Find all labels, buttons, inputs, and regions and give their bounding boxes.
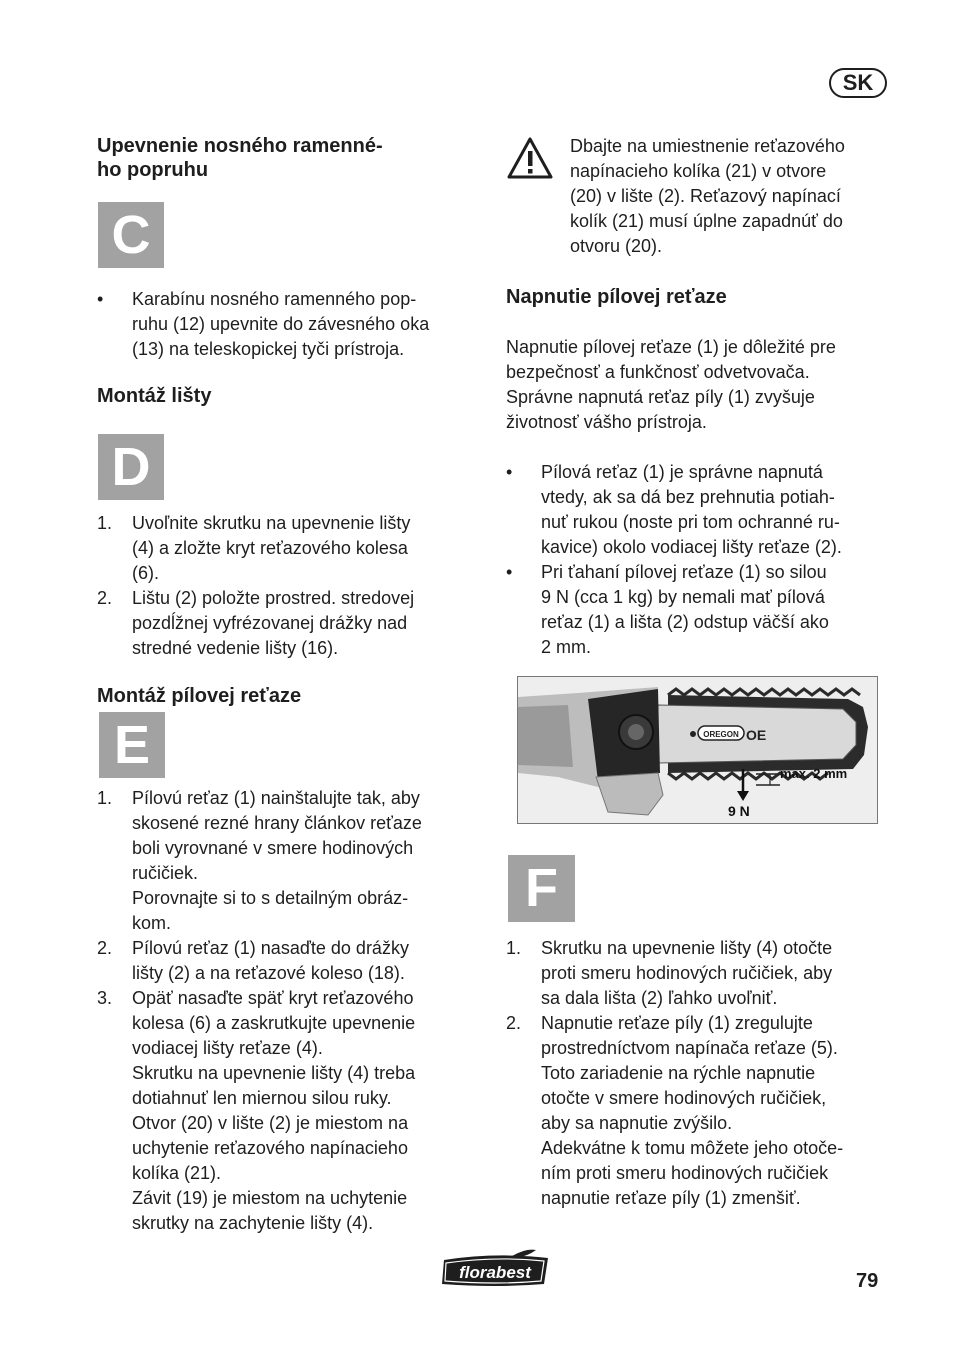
step-number: 2. xyxy=(97,938,113,958)
warning-icon xyxy=(506,136,556,180)
text-line: vtedy, ak sa dá bez prehnutia potiah- xyxy=(541,487,835,507)
step-number: 2. xyxy=(97,588,113,608)
text-line: reťaz (1) a lišta (2) odstup väčší ako xyxy=(541,612,829,632)
text-line: prostredníctvom napínača reťaze (5). xyxy=(541,1038,838,1058)
page-number: 79 xyxy=(856,1270,879,1292)
box-letter: D xyxy=(111,437,151,497)
figure-reference-box-c xyxy=(98,202,164,268)
figure-reference-box-e xyxy=(99,712,165,778)
list-item-text xyxy=(541,560,890,660)
chain-mounting-steps xyxy=(97,786,477,1236)
text-line: skrutky na zachytenie lišty (4). xyxy=(132,1213,374,1233)
figure-reference-box-f xyxy=(508,855,575,922)
heading-line: Upevnenie nosného ramenné- xyxy=(97,135,383,157)
text-line: boli vyrovnané v smere hodinových xyxy=(132,838,414,858)
list-item xyxy=(97,287,477,362)
text-line: aby sa napnutie zvýšilo. xyxy=(541,1113,733,1133)
text-line: ním proti smeru hodinových ručičiek xyxy=(541,1163,829,1183)
shoulder-strap-bullets xyxy=(97,287,477,362)
text-line: 9 N (cca 1 kg) by nemali mať pílová xyxy=(541,587,825,607)
list-item-text xyxy=(132,586,477,661)
heading-line: ho popruhu xyxy=(97,159,209,181)
list-item xyxy=(506,560,890,660)
text-line: Napnutie pílovej reťaze (1) je dôležité pre xyxy=(506,337,836,357)
text-line: Opäť nasaďte späť kryt reťazového xyxy=(132,988,414,1008)
heading-text: Montáž lišty xyxy=(97,385,212,407)
text-line: Napnutie reťaze píly (1) zregulujte xyxy=(541,1013,813,1033)
bullet-marker: • xyxy=(506,462,513,482)
box-letter: F xyxy=(525,858,558,918)
list-item xyxy=(506,1011,890,1211)
text-line: skosené rezné hrany článkov reťaze xyxy=(132,813,422,833)
list-item xyxy=(506,936,890,1011)
list-item xyxy=(97,511,477,586)
list-item-text xyxy=(132,986,477,1236)
list-item xyxy=(97,786,477,936)
list-item-text xyxy=(132,287,477,362)
text-line: stredné vedenie lišty (16). xyxy=(132,638,339,658)
text-line: Dbajte na umiestnenie reťazového xyxy=(570,136,845,156)
text-line: Pri ťahaní pílovej reťaze (1) so silou xyxy=(541,562,827,582)
list-item-text xyxy=(132,511,477,586)
florabest-logo xyxy=(440,1248,552,1295)
text-line: (20) v lište (2). Reťazový napínací xyxy=(570,186,841,206)
figure-reference-box-d xyxy=(98,434,164,500)
text-line: dotiahnuť len miernou silou ruky. xyxy=(132,1088,392,1108)
section-title-chain-tension xyxy=(506,285,890,309)
text-line: otočte v smere hodinových ručičiek, xyxy=(541,1088,827,1108)
list-item-text xyxy=(541,1011,890,1211)
step-number: 1. xyxy=(506,938,522,958)
step-number: 1. xyxy=(97,513,113,533)
text-line: uchytenie reťazového napínacieho xyxy=(132,1138,408,1158)
text-line: Pílovú reťaz (1) nasaďte do drážky xyxy=(132,938,409,958)
text-line: Správne napnutá reťaz píly (1) zvyšuje xyxy=(506,387,815,407)
list-item-text xyxy=(541,460,890,560)
text-line: sa dala lišta (2) ľahko uvoľniť. xyxy=(541,988,778,1008)
text-line: kavice) okolo vodiacej lišty reťaze (2). xyxy=(541,537,842,557)
text-line: Lištu (2) položte prostred. stredovej xyxy=(132,588,415,608)
list-item-text xyxy=(132,936,477,986)
text-line: Pílová reťaz (1) je správne napnutá xyxy=(541,462,823,482)
text-line: životnosť vášho prístroja. xyxy=(506,412,707,432)
bullet-marker: • xyxy=(97,289,104,309)
text-line: napnutie reťaze píly (1) zmenšiť. xyxy=(541,1188,801,1208)
list-item-text xyxy=(132,786,477,936)
text-line: Adekvátne k tomu môžete jeho otoče- xyxy=(541,1138,844,1158)
text-line: nuť rukou (noste pri tom ochranné ru- xyxy=(541,512,840,532)
text-line: proti smeru hodinových ručičiek, aby xyxy=(541,963,833,983)
text-line: Otvor (20) v lište (2) je miestom na xyxy=(132,1113,409,1133)
chain-tension-bullets xyxy=(506,460,890,660)
step-number: 3. xyxy=(97,988,113,1008)
text-line: (13) na teleskopickej tyči prístroja. xyxy=(132,339,405,359)
bar-model-glyph: OE xyxy=(746,727,767,743)
text-line: kom. xyxy=(132,913,172,933)
section-title-chain-mounting xyxy=(97,684,477,708)
text-line: (6). xyxy=(132,563,159,583)
text-line: Karabínu nosného ramenného pop- xyxy=(132,289,417,309)
text-line: lišty (2) a na reťazové koleso (18). xyxy=(132,963,405,983)
chain-tension-figure xyxy=(517,676,878,824)
text-line: ručičiek. xyxy=(132,863,199,883)
intro-paragraph xyxy=(506,335,890,435)
text-line: kolík (21) musí úplne zapadnúť do xyxy=(570,211,843,231)
section-title-shoulder-strap xyxy=(97,134,477,182)
box-letter: E xyxy=(113,715,151,775)
text-line: Závit (19) je miestom na uchytenie xyxy=(132,1188,408,1208)
text-line: Skrutku na upevnenie lišty (4) otočte xyxy=(541,938,833,958)
chain-saw-illustration xyxy=(518,677,877,823)
list-item xyxy=(506,460,890,560)
warning-paragraph xyxy=(570,134,890,259)
bar-mounting-steps xyxy=(97,511,477,661)
list-item xyxy=(97,986,477,1236)
text-line: ruhu (12) upevnite do závesného oka xyxy=(132,314,430,334)
step-number: 2. xyxy=(506,1013,522,1033)
bullet-marker: • xyxy=(506,562,513,582)
text-line: otvoru (20). xyxy=(570,236,663,256)
text-line: Uvoľnite skrutku na upevnenie lišty xyxy=(132,513,411,533)
list-item xyxy=(97,936,477,986)
text-line: kolíka (21). xyxy=(132,1163,222,1183)
text-line: napínacieho kolíka (21) v otvore xyxy=(570,161,827,181)
text-line: (4) a zložte kryt reťazového kolesa xyxy=(132,538,408,558)
step-number: 1. xyxy=(97,788,113,808)
force-label: 9 N xyxy=(728,803,750,819)
list-item-text xyxy=(541,936,890,1011)
bar-brand-label: OREGON xyxy=(703,730,739,739)
language-badge: SK xyxy=(829,68,887,98)
text-line: Porovnajte si to s detailným obráz- xyxy=(132,888,409,908)
list-item xyxy=(97,586,477,661)
box-letter: C xyxy=(111,205,151,265)
text-line: vodiacej lišty reťaze (4). xyxy=(132,1038,323,1058)
heading-text: Montáž pílovej reťaze xyxy=(97,685,302,707)
heading-text: Napnutie pílovej reťaze xyxy=(506,286,727,308)
text-line: 2 mm. xyxy=(541,637,592,657)
brand-text: florabest xyxy=(459,1263,531,1282)
text-line: bezpečnosť a funkčnosť odvetvovača. xyxy=(506,362,810,382)
text-line: pozdĺžnej vyfrézovanej drážky nad xyxy=(132,613,408,633)
text-line: Pílovú reťaz (1) nainštalujte tak, aby xyxy=(132,788,420,808)
section-title-bar-mounting xyxy=(97,384,477,408)
chain-tension-intro xyxy=(506,335,890,435)
chain-tension-steps xyxy=(506,936,890,1211)
text-line: Toto zariadenie na rýchle napnutie xyxy=(541,1063,816,1083)
text-line: kolesa (6) a zaskrutkujte upevnenie xyxy=(132,1013,416,1033)
text-line: Skrutku na upevnenie lišty (4) treba xyxy=(132,1063,416,1083)
warning-text xyxy=(570,134,890,259)
max-gap-label: max. 2 mm xyxy=(780,766,848,781)
